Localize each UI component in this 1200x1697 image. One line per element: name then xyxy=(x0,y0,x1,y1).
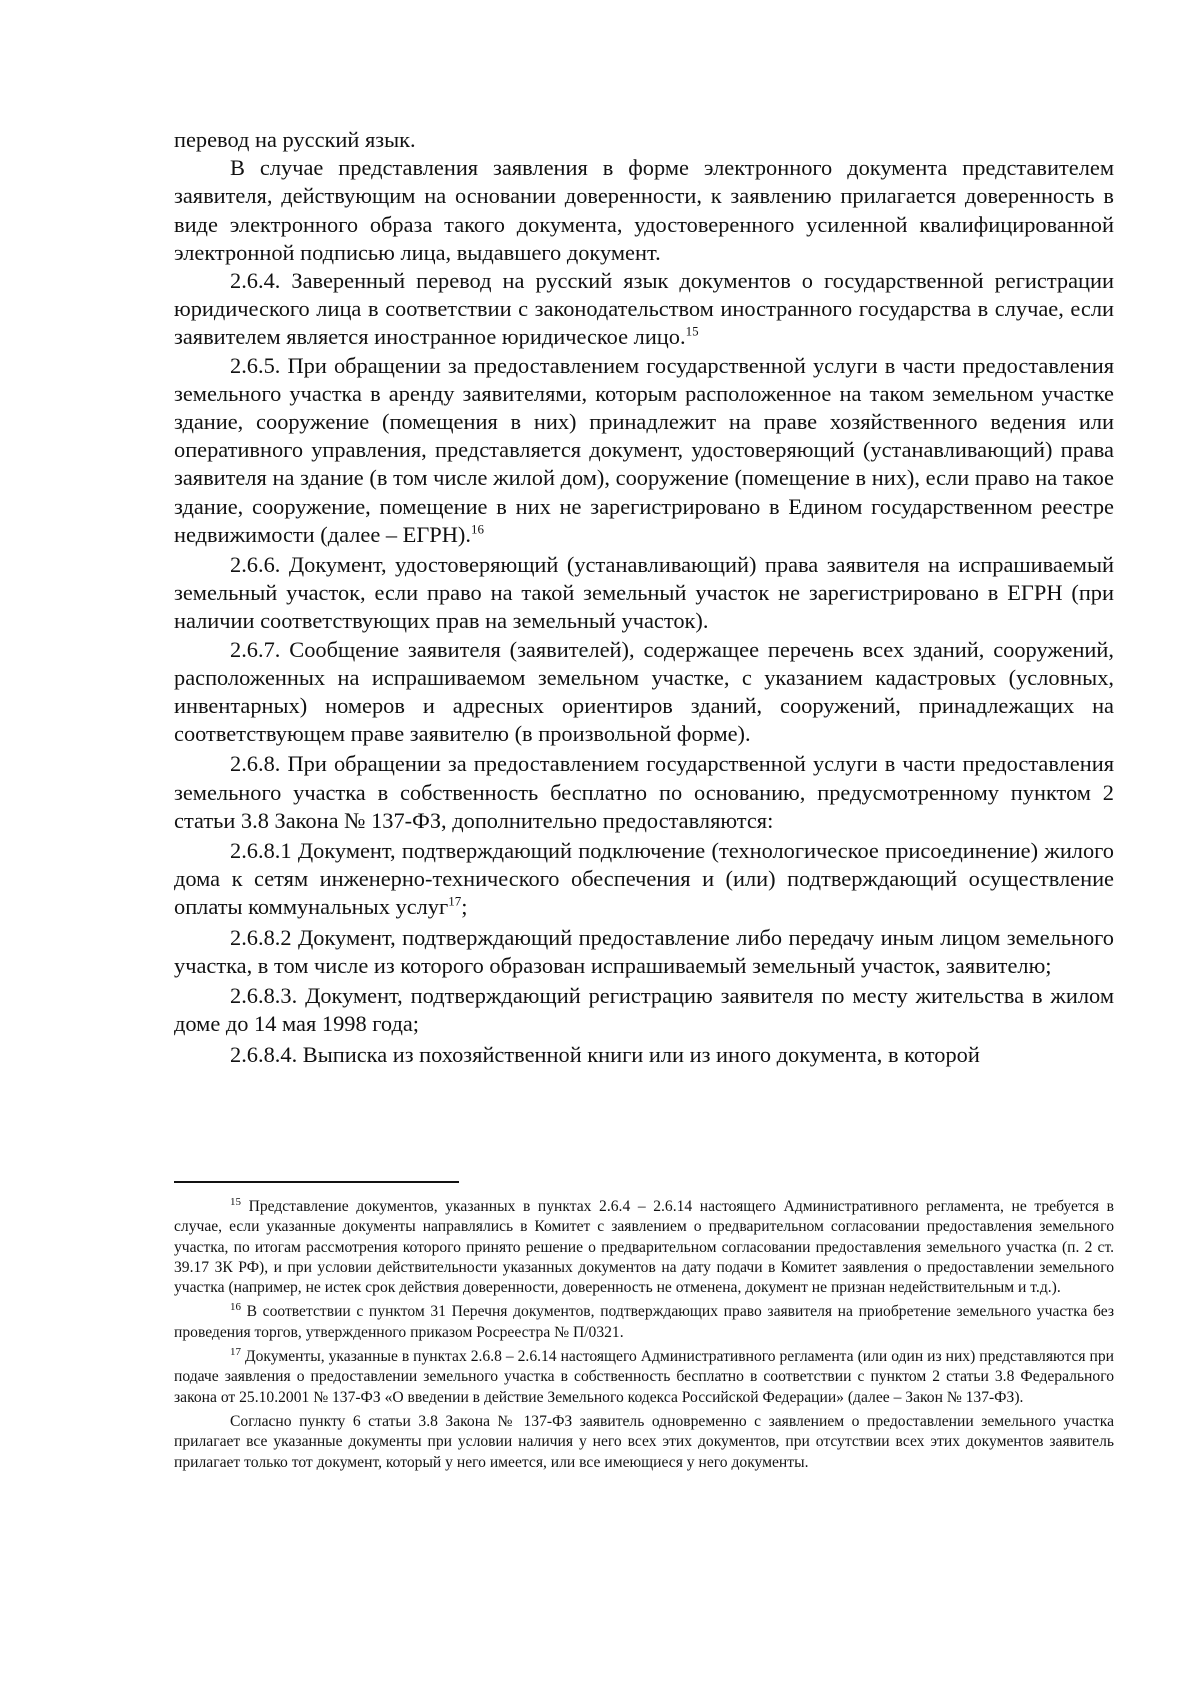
paragraph-text: 2.6.7. Сообщение заявителя (заявителей), содержащее перечень всех зданий, сооружений, расположенных на испрашиваемом земельном участке, с указанием кадастровых (условных, инвентарных) номеров и адресных ориентиров зданий, сооружений, принадлежащих на соответствующем праве заявителю (в произвольной форме). xyxy=(174,636,1114,747)
paragraph-text: 2.6.8.1 Документ, подтверждающий подключение (технологическое присоединение) жилого дома к сетям инженерно-технического обеспечения и (или) подтверждающий осуществление оплаты коммунальных услуг xyxy=(174,838,1114,920)
paragraph-2-6-8-3 xyxy=(174,982,1114,1038)
paragraph-2-6-8-1 xyxy=(174,837,1114,922)
paragraph-text: 2.6.5. При обращении за предоставлением государственной услуги в части предоставления земельного участка в аренду заявителями, которым расположенное на таком земельном участке здание, сооружение (помещения в них) принадлежит на праве хозяйственного ведения или оперативного управления, представляется документ, удостоверяющий (устанавливающий) права заявителя на здание (в том числе жилой дом), сооружение (помещение в них), если право на такое здание, сооружение, помещение в них не зарегистрировано в Едином государственном реестре недвижимости (далее – ЕГРН). xyxy=(174,352,1114,547)
paragraph-text: 2.6.8.2 Документ, подтверждающий предоставление либо передачу иным лицом земельного участка, в том числе из которого образован испрашиваемый земельный участок, заявителю; xyxy=(174,924,1114,978)
footnote-text: В соответствии с пунктом 31 Перечня документов, подтверждающих право заявителя на приобретение земельного участка без проведения торгов, утвержденного приказом Росреестра № П/0321. xyxy=(174,1303,1114,1341)
paragraph-2-6-5 xyxy=(174,352,1114,549)
footnote-ref-16: 16 xyxy=(470,521,484,537)
paragraph-2-6-8-2 xyxy=(174,924,1114,980)
paragraph-2-6-7 xyxy=(174,636,1114,749)
footnote-15 xyxy=(174,1197,1114,1298)
paragraph-2-6-8-4 xyxy=(174,1041,1114,1069)
paragraph-2-6-8 xyxy=(174,750,1114,835)
footnote-17 xyxy=(174,1347,1114,1408)
footnote-separator xyxy=(174,1181,459,1183)
paragraph-text: 2.6.4. Заверенный перевод на русский язык документов о государственной регистрации юридического лица в соответствии с законодательством иностранного государства в случае, если заявителем является иностранное юридическое лицо. xyxy=(174,268,1114,350)
paragraph-continuation xyxy=(174,126,1114,154)
paragraph-text: 2.6.8. При обращении за предоставлением государственной услуги в части предоставления земельного участка в собственность бесплатно по основанию, предусмотренному пунктом 2 статьи 3.8 Закона № 137-ФЗ, дополнительно предоставляются: xyxy=(174,751,1114,833)
footnote-17-continuation xyxy=(174,1412,1114,1473)
footnote-number: 15 xyxy=(230,1195,241,1208)
paragraph-electronic-representative xyxy=(174,154,1114,267)
footnotes xyxy=(174,1197,1114,1477)
paragraph-2-6-4 xyxy=(174,267,1114,352)
paragraph-text: перевод на русский язык. xyxy=(174,127,416,152)
footnote-ref-17: 17 xyxy=(448,894,462,910)
document-body xyxy=(174,126,1114,1069)
footnote-text: Согласно пункту 6 статьи 3.8 Закона № 137-ФЗ заявитель одновременно с заявлением о предоставлении земельного участка прилагает все указанные документы при условии наличия у него всех этих документов, при отсутствии всех этих документов заявитель прилагает только тот документ, который у него имеется, или все имеющиеся у него документы. xyxy=(174,1412,1114,1471)
footnote-text: Документы, указанные в пунктах 2.6.8 – 2.6.14 настоящего Административного регламента (или один из них) представляются при подаче заявления о предоставлении земельного участка в собственность бесплатно в соответствии с пунктом 2 статьи 3.8 Федерального закона от 25.10.2001 № 137-ФЗ «О введении в действие Земельного кодекса Российской Федерации» (далее – Закон № 137-ФЗ). xyxy=(174,1348,1114,1406)
paragraph-text: 2.6.8.3. Документ, подтверждающий регистрацию заявителя по месту жительства в жилом доме до 14 мая 1998 года; xyxy=(174,983,1114,1037)
paragraph-text: В случае представления заявления в форме электронного документа представителем заявителя, действующим на основании доверенности, к заявлению прилагается доверенность в виде электронного образа такого документа, удостоверенного усиленной квалифицированной электронной подписью лица, выдавшего документ. xyxy=(174,155,1114,265)
footnote-text: Представление документов, указанных в пунктах 2.6.4 – 2.6.14 настоящего Административного регламента, не требуется в случае, если указанные документы направлялись в Комитет с заявлением о предварительном согласовании предоставления земельного участка, по итогам рассмотрения которого принято решение о предварительном согласовании предоставления земельного участка (п. 2 ст. 39.17 ЗК РФ), и при условии действительности указанных документов на дату подачи в Комитет заявления о предоставлении земельного участка (например, не истек срок действия доверенности, доверенность не отменена, документ не признан недействительным и т.д.). xyxy=(174,1198,1114,1297)
footnote-number: 17 xyxy=(230,1345,241,1358)
footnote-16 xyxy=(174,1302,1114,1343)
paragraph-text-end: ; xyxy=(461,894,468,920)
paragraph-text: 2.6.8.4. Выписка из похозяйственной книги или из иного документа, в которой xyxy=(230,1041,980,1067)
paragraph-2-6-6 xyxy=(174,551,1114,636)
paragraph-text: 2.6.6. Документ, удостоверяющий (устанавливающий) права заявителя на испрашиваемый земельный участок, если право на такой земельный участок не зарегистрировано в ЕГРН (при наличии соответствующих прав на земельный участок). xyxy=(174,552,1114,634)
footnote-ref-15: 15 xyxy=(685,323,699,339)
footnote-number: 16 xyxy=(230,1301,241,1314)
